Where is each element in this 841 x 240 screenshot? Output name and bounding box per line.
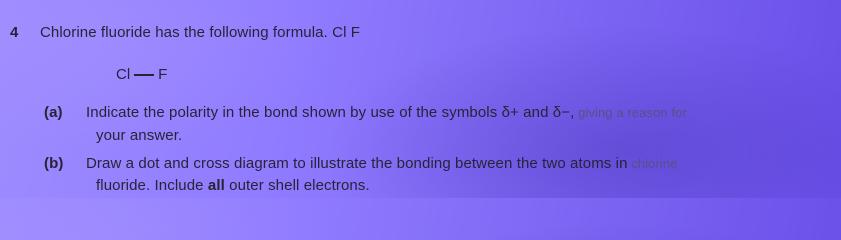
part-a-text-faded: giving a reason for [574,105,687,120]
part-a-line-2: your answer. [96,127,183,144]
part-b-cont-after: outer shell electrons. [224,177,370,194]
part-b-text-faded: chlorine [627,156,678,171]
chemical-formula [116,66,167,83]
part-b-label: (b) [44,155,64,172]
part-b-line-2 [96,177,370,195]
question-stem: Chlorine fluoride has the following formula. Cl F [40,24,361,41]
formula-atom-1: Cl [116,66,131,83]
part-a-text: Indicate the polarity in the bond shown by use of the symbols δ+ and δ−, [86,104,575,121]
part-a-label: (a) [44,104,63,121]
part-b-cont-bold: all [207,177,225,194]
single-bond-line [134,74,154,76]
part-a-line-1 [44,104,687,122]
question-number: 4 [10,24,19,41]
part-b-text: Draw a dot and cross diagram to illustrate the bonding between the two atoms in [86,155,628,172]
formula-atom-2: F [158,66,168,83]
part-b-cont-before: fluoride. Include [96,177,208,194]
part-b-line-1 [44,155,678,173]
